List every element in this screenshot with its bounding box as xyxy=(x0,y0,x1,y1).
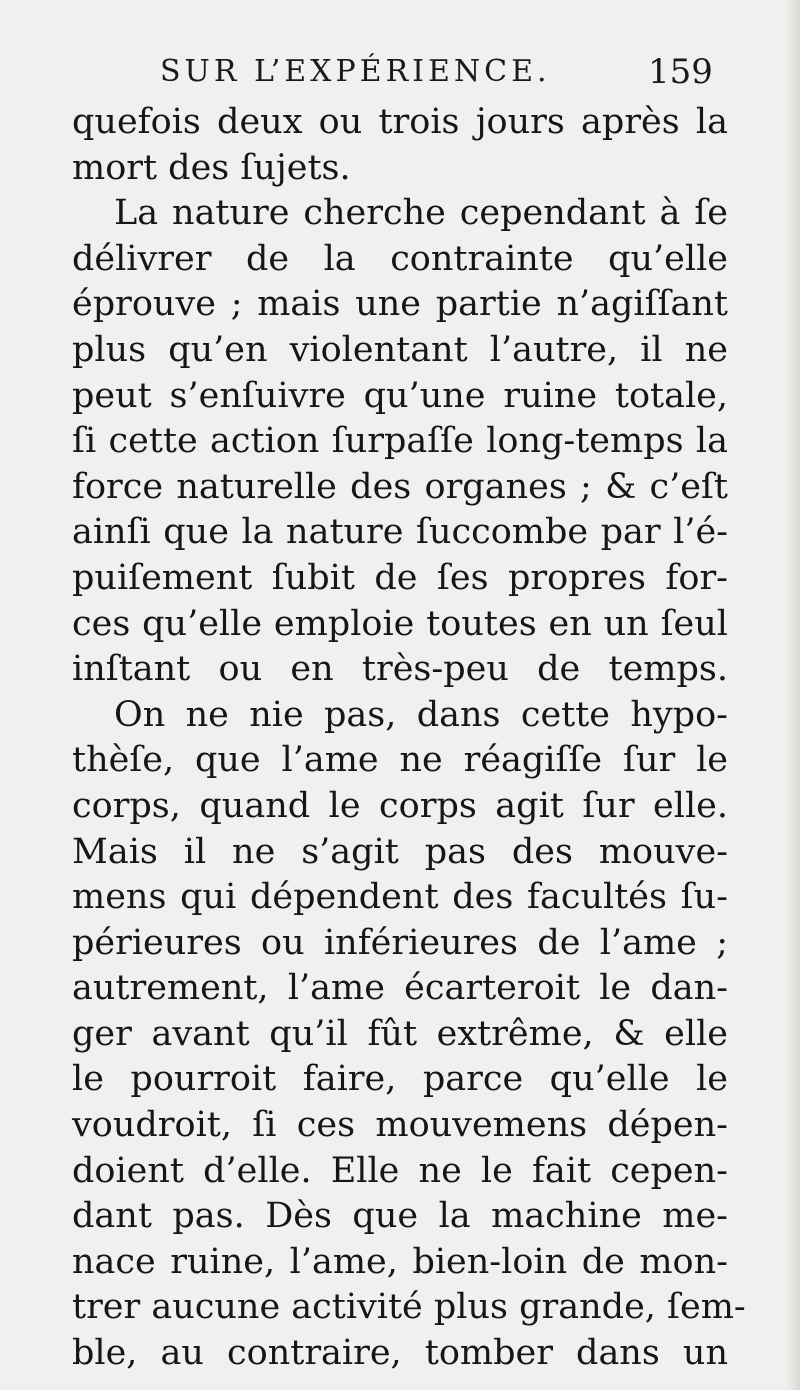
running-head xyxy=(0,48,800,108)
text-line: ſi cette action ſurpaſſe long-temps la xyxy=(72,421,728,462)
text-line: éprouve ; mais une partie n’agiſſant xyxy=(72,284,728,325)
page-number: 159 xyxy=(648,52,713,92)
text-line: peut s’enſuivre qu’une ruine totale, xyxy=(72,375,728,416)
text-line: délivrer de la contrainte qu’elle xyxy=(72,238,728,279)
text-line: périeures ou inférieures de l’ame ; xyxy=(72,922,728,963)
text-line: mens qui dépendent des facultés ſu- xyxy=(72,877,728,918)
paragraph-first-line: La nature cherche cependant à ſe xyxy=(114,193,728,234)
text-line: puiſement ſubit de ſes propres for- xyxy=(72,557,728,598)
text-line: inſtant ou en très-peu de temps. xyxy=(72,649,728,690)
text-line: trer aucune activité plus grande, ſem- xyxy=(72,1287,746,1328)
text-line: force naturelle des organes ; & c’eſt xyxy=(72,466,728,507)
text-line: dant pas. Dès que la machine me- xyxy=(72,1196,728,1237)
text-line: quefois deux ou trois jours après la xyxy=(72,102,728,142)
text-line: le pourroit faire, parce qu’elle le xyxy=(72,1059,728,1100)
text-line: Mais il ne s’agit pas des mouve- xyxy=(72,831,728,872)
text-line: ces qu’elle emploie toutes en un ſeul xyxy=(72,603,728,644)
text-line: voudroit, ſi ces mouvemens dépen- xyxy=(72,1105,728,1146)
text-line: thèſe, que l’ame ne réagiſſe ſur le xyxy=(72,740,728,781)
running-head-title: SUR L’EXPÉRIENCE. xyxy=(160,54,551,89)
text-line: ainſi que la nature ſuccombe par l’é- xyxy=(72,512,728,553)
page-edge-shadow xyxy=(786,0,800,1390)
text-line: mort des ſujets. xyxy=(72,147,351,188)
text-line: nace ruine, l’ame, bien-loin de mon- xyxy=(72,1241,728,1282)
paragraph-first-line: On ne nie pas, dans cette hypo- xyxy=(114,694,728,735)
body-text xyxy=(72,100,746,1377)
text-line: doient d’elle. Elle ne le fait cepen- xyxy=(72,1150,728,1191)
text-line: plus qu’en violentant l’autre, il ne xyxy=(72,329,728,370)
text-line: ger avant qu’il fût extrême, & elle xyxy=(72,1013,728,1054)
text-line: corps, quand le corps agit ſur elle. xyxy=(72,785,728,826)
text-line: autrement, l’ame écarteroit le dan- xyxy=(72,968,728,1009)
text-line: ble, au contraire, tomber dans un xyxy=(72,1333,728,1374)
